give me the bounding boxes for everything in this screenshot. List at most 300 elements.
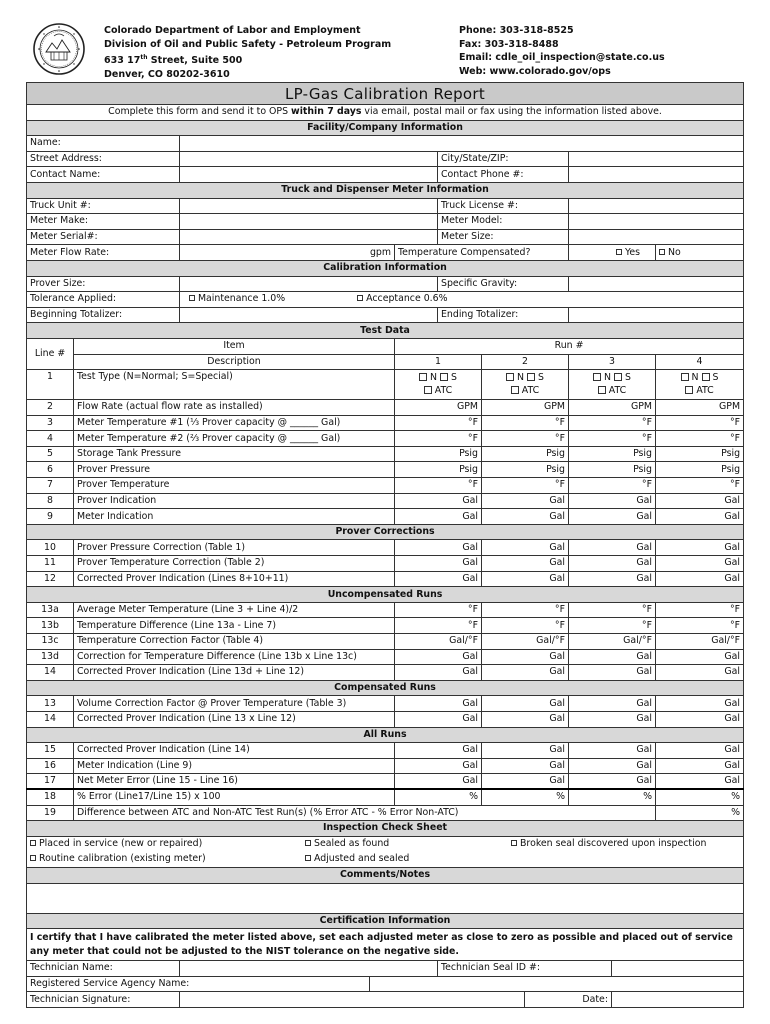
beginning-totalizer-label: Beginning Totalizer: (27, 307, 180, 323)
table-row (27, 665, 744, 681)
run-4-value-field[interactable] (656, 618, 744, 634)
unit-label: °F (554, 479, 565, 491)
run-2-value-field[interactable] (482, 493, 569, 509)
table-row (27, 758, 744, 774)
run-4-value-field[interactable] (656, 571, 744, 587)
inspection-section-header: Inspection Check Sheet (27, 821, 744, 837)
unit-label: Gal/°F (623, 635, 652, 647)
table-row (27, 478, 744, 494)
ending-totalizer-field[interactable] (569, 307, 744, 323)
run-1-value-field[interactable] (395, 602, 482, 618)
sealed-as-found-checkbox[interactable] (305, 840, 311, 846)
maintenance-option-label: Maintenance 1.0% (197, 293, 286, 305)
line-number: 6 (27, 462, 74, 478)
test-type-run-4[interactable]: N S ATC (656, 370, 744, 400)
row-description: Temperature Difference (Line 13a - Line 7) (74, 618, 395, 634)
unit-label: °F (729, 619, 741, 631)
specific-gravity-label: Specific Gravity: (438, 276, 569, 292)
run-1-value-field[interactable] (395, 400, 482, 416)
run-1-value-field[interactable] (395, 556, 482, 572)
run-2-value-field[interactable] (482, 774, 569, 790)
unit-label: Gal (549, 541, 565, 553)
run-2-value-field[interactable] (482, 602, 569, 618)
unit-label: °F (729, 479, 741, 491)
run-2-value-field[interactable] (482, 696, 569, 712)
truck-license-label: Truck License #: (438, 198, 569, 214)
row-description: Flow Rate (actual flow rate as installed) (74, 400, 395, 416)
unit-label: Gal (636, 775, 652, 787)
run-2-value-field[interactable] (482, 415, 569, 431)
meter-make-label: Meter Make: (27, 214, 180, 230)
normal-checkbox[interactable] (593, 373, 601, 381)
unit-label: Gal (462, 775, 478, 787)
contact-phone-field[interactable] (569, 167, 744, 183)
unit-label: °F (729, 432, 741, 444)
row-description: Net Meter Error (Line 15 - Line 16) (74, 774, 395, 790)
table-row (27, 774, 744, 790)
all-runs-header: All Runs (27, 727, 744, 743)
run-2-value-field[interactable] (482, 571, 569, 587)
run-1-value-field[interactable] (395, 509, 482, 525)
run-2-value-field[interactable] (482, 556, 569, 572)
unit-label: Gal (724, 697, 741, 709)
run-2-value-field[interactable] (482, 758, 569, 774)
all-run-rows (27, 743, 744, 805)
run-4-value-field[interactable] (656, 415, 744, 431)
line-number: 14 (27, 665, 74, 681)
run-3-value-field[interactable] (569, 540, 656, 556)
service-agency-label: Registered Service Agency Name: (27, 976, 370, 992)
run-3-value-field[interactable] (569, 758, 656, 774)
unit-label: °F (467, 604, 478, 616)
run-3-value-field[interactable] (569, 711, 656, 727)
date-field[interactable] (612, 992, 744, 1008)
unit-label: Gal/°F (449, 635, 478, 647)
run-1-header: 1 (395, 354, 482, 370)
row-description: Prover Pressure (74, 462, 395, 478)
line-number: 11 (27, 556, 74, 572)
beginning-totalizer-field[interactable] (180, 307, 438, 323)
unit-label: °F (554, 619, 565, 631)
table-row (27, 696, 744, 712)
atc-checkbox[interactable] (598, 386, 606, 394)
unit-label: °F (467, 619, 478, 631)
atc-checkbox[interactable] (685, 386, 693, 394)
row-19-field[interactable] (656, 805, 744, 821)
normal-checkbox[interactable] (681, 373, 689, 381)
contact-name-field[interactable] (180, 167, 438, 183)
run-3-value-field[interactable] (569, 618, 656, 634)
certification-statement: I certify that I have calibrated the meter listed above, set each adjusted meter as close to zero as possible and placed out of service any meter that could not be adjusted to the NIST tolerance on the negative side. (27, 929, 744, 961)
unit-label: % (731, 806, 741, 818)
run-1-value-field[interactable] (395, 431, 482, 447)
table-row (27, 805, 744, 821)
unit-label: % (469, 791, 478, 803)
street-address-field[interactable] (180, 151, 438, 167)
run-2-value-field[interactable] (482, 509, 569, 525)
run-3-value-field[interactable] (569, 493, 656, 509)
run-3-value-field[interactable] (569, 462, 656, 478)
unit-label: Gal (549, 744, 565, 756)
row-description: Meter Indication (74, 509, 395, 525)
facility-name-field[interactable] (180, 136, 744, 152)
unit-label: Gal (724, 650, 741, 662)
run-4-value-field[interactable] (656, 493, 744, 509)
truck-unit-label: Truck Unit #: (27, 198, 180, 214)
unit-label: Gal (549, 494, 565, 506)
fax-number: Fax: 303-318-8488 (459, 38, 559, 50)
temp-compensated-no-option[interactable]: No (656, 245, 744, 261)
run-3-value-field[interactable] (569, 571, 656, 587)
unit-label: °F (729, 416, 741, 428)
atc-checkbox[interactable] (424, 386, 432, 394)
unit-label: Gal (636, 650, 652, 662)
unit-label: Psig (721, 463, 741, 475)
row-description: Prover Pressure Correction (Table 1) (74, 540, 395, 556)
maintenance-checkbox[interactable] (189, 295, 195, 301)
placed-in-service-checkbox[interactable] (30, 840, 36, 846)
unit-label: Gal (636, 760, 652, 772)
form-header (26, 22, 743, 82)
run-1-value-field[interactable] (395, 415, 482, 431)
unit-label: Gal (724, 510, 741, 522)
run-1-value-field[interactable] (395, 696, 482, 712)
line-number: 1 (27, 370, 74, 400)
atc-checkbox[interactable] (511, 386, 519, 394)
run-1-value-field[interactable] (395, 665, 482, 681)
form-title: LP-Gas Calibration Report (27, 83, 744, 105)
run-1-value-field[interactable] (395, 571, 482, 587)
acceptance-checkbox[interactable] (357, 295, 363, 301)
run-3-value-field[interactable] (569, 602, 656, 618)
run-3-value-field[interactable] (569, 649, 656, 665)
unit-label: °F (641, 479, 652, 491)
meter-model-label: Meter Model: (438, 214, 569, 230)
contact-name-label: Contact Name: (27, 167, 180, 183)
city-state-zip-field[interactable] (569, 151, 744, 167)
table-row (27, 431, 744, 447)
run-4-value-field[interactable] (656, 462, 744, 478)
line-number: 17 (27, 774, 74, 790)
row-description: Storage Tank Pressure (74, 446, 395, 462)
run-3-value-field[interactable] (569, 743, 656, 759)
special-checkbox[interactable] (440, 373, 448, 381)
run-1-value-field[interactable] (395, 634, 482, 650)
row-description: Correction for Temperature Difference (Line 13b x Line 13c) (74, 649, 395, 665)
unit-label: °F (467, 479, 478, 491)
table-row (27, 743, 744, 759)
run-3-value-field[interactable] (569, 634, 656, 650)
line-number: 16 (27, 758, 74, 774)
run-3-value-field[interactable] (569, 446, 656, 462)
line-number: 3 (27, 415, 74, 431)
unit-label: Gal (636, 572, 652, 584)
run-4-value-field[interactable] (656, 431, 744, 447)
run-4-value-field[interactable] (656, 509, 744, 525)
certification-section-header: Certification Information (27, 913, 744, 929)
row-description: Corrected Prover Indication (Line 14) (74, 743, 395, 759)
prover-corrections-header: Prover Corrections (27, 524, 744, 540)
unit-label: Psig (721, 448, 741, 460)
row-description: Meter Indication (Line 9) (74, 758, 395, 774)
technician-seal-id-label: Technician Seal ID #: (438, 961, 612, 977)
run-number-header: Run # (395, 338, 744, 354)
run-3-value-field[interactable] (569, 556, 656, 572)
run-1-value-field[interactable] (395, 493, 482, 509)
line-number: 19 (27, 805, 74, 821)
unit-label: GPM (456, 401, 478, 413)
unit-label: Psig (633, 463, 652, 475)
unit-label: % (731, 791, 741, 803)
run-3-value-field[interactable] (569, 789, 656, 805)
run-4-value-field[interactable] (656, 478, 744, 494)
line-number: 18 (27, 789, 74, 805)
run-3-value-field[interactable] (569, 696, 656, 712)
table-row (27, 540, 744, 556)
unit-label: °F (554, 432, 565, 444)
run-4-value-field[interactable] (656, 540, 744, 556)
meter-flow-rate-field[interactable] (180, 245, 395, 261)
service-agency-field[interactable] (370, 976, 744, 992)
run-1-value-field[interactable] (395, 462, 482, 478)
special-checkbox[interactable] (614, 373, 622, 381)
table-row (27, 509, 744, 525)
run-3-value-field[interactable] (569, 478, 656, 494)
unit-label: Gal (724, 572, 741, 584)
run-1-value-field[interactable] (395, 649, 482, 665)
unit-label: Gal (724, 557, 741, 569)
temp-compensated-yes-option[interactable]: Yes (569, 245, 656, 261)
test-data-rows (27, 400, 744, 525)
table-row (27, 634, 744, 650)
unit-label: Gal (549, 775, 565, 787)
colorado-state-seal-icon (32, 22, 86, 76)
run-1-value-field[interactable] (395, 446, 482, 462)
test-type-run-1[interactable]: N S ATC (395, 370, 482, 400)
meter-model-field[interactable] (569, 214, 744, 230)
run-2-value-field[interactable] (482, 649, 569, 665)
table-row (27, 571, 744, 587)
run-2-value-field[interactable] (482, 446, 569, 462)
run-4-value-field[interactable] (656, 556, 744, 572)
compensated-run-rows (27, 696, 744, 727)
row-description: Average Meter Temperature (Line 3 + Line 4)/2 (74, 602, 395, 618)
street-address-label: Street Address: (27, 151, 180, 167)
run-4-value-field[interactable] (656, 789, 744, 805)
line-number: 7 (27, 478, 74, 494)
email-address: Email: cdle_oil_inspection@state.co.us (459, 52, 665, 63)
routine-calibration-checkbox[interactable] (30, 855, 36, 861)
unit-label: Gal (636, 666, 652, 678)
run-4-value-field[interactable] (656, 665, 744, 681)
run-4-value-field[interactable] (656, 400, 744, 416)
run-4-value-field[interactable] (656, 774, 744, 790)
line-number: 14 (27, 711, 74, 727)
run-2-value-field[interactable] (482, 540, 569, 556)
unit-label: Gal (462, 666, 478, 678)
unit-label: Gal (724, 666, 741, 678)
row-description: Prover Indication (74, 493, 395, 509)
line-number: 8 (27, 493, 74, 509)
prover-size-label: Prover Size: (27, 276, 180, 292)
run-3-value-field[interactable] (569, 774, 656, 790)
run-2-value-field[interactable] (482, 711, 569, 727)
unit-label: °F (729, 604, 741, 616)
run-2-value-field[interactable] (482, 462, 569, 478)
unit-label: Gal/°F (711, 635, 741, 647)
unit-label: GPM (543, 401, 565, 413)
run-2-value-field[interactable] (482, 789, 569, 805)
acceptance-option-label: Acceptance 0.6% (366, 293, 448, 305)
unit-label: °F (641, 604, 652, 616)
run-4-value-field[interactable] (656, 634, 744, 650)
table-row (27, 789, 744, 805)
prover-correction-rows (27, 540, 744, 587)
specific-gravity-field[interactable] (569, 276, 744, 292)
special-checkbox[interactable] (702, 373, 710, 381)
run-2-value-field[interactable] (482, 743, 569, 759)
unit-label: Gal (462, 744, 478, 756)
unit-label: Gal (549, 760, 565, 772)
website-url: Web: www.colorado.gov/ops (459, 65, 611, 77)
compensated-runs-header: Compensated Runs (27, 680, 744, 696)
unit-label: Gal (724, 775, 741, 787)
agency-contact (459, 24, 665, 78)
special-checkbox[interactable] (527, 373, 535, 381)
run-1-value-field[interactable] (395, 540, 482, 556)
run-1-value-field[interactable] (395, 758, 482, 774)
unit-label: % (556, 791, 565, 803)
truck-unit-field[interactable] (180, 198, 438, 214)
run-2-value-field[interactable] (482, 665, 569, 681)
line-number-header: Line # (27, 338, 74, 369)
run-1-value-field[interactable] (395, 743, 482, 759)
unit-label: °F (467, 416, 478, 428)
row-description: Test Type (N=Normal; S=Special) (74, 370, 395, 400)
meter-size-label: Meter Size: (438, 229, 569, 245)
line-number: 13c (27, 634, 74, 650)
table-row (27, 400, 744, 416)
run-1-value-field[interactable] (395, 711, 482, 727)
unit-label: Gal (636, 541, 652, 553)
run-3-value-field[interactable] (569, 400, 656, 416)
unit-label: Gal (462, 760, 478, 772)
normal-checkbox[interactable] (506, 373, 514, 381)
table-row (27, 462, 744, 478)
table-row (27, 493, 744, 509)
technician-name-field[interactable] (180, 961, 438, 977)
lp-gas-calibration-form (26, 22, 743, 1008)
prover-size-field[interactable] (180, 276, 438, 292)
truck-section-header: Truck and Dispenser Meter Information (27, 182, 744, 198)
run-3-value-field[interactable] (569, 415, 656, 431)
run-2-value-field[interactable] (482, 634, 569, 650)
run-1-value-field[interactable] (395, 618, 482, 634)
row-description: Prover Temperature (74, 478, 395, 494)
unit-label: Gal (724, 713, 741, 725)
date-label: Date: (525, 992, 612, 1008)
row-description: Prover Temperature Correction (Table 2) (74, 556, 395, 572)
run-4-header: 4 (656, 354, 744, 370)
run-2-value-field[interactable] (482, 400, 569, 416)
unit-label: °F (641, 416, 652, 428)
comments-field[interactable] (27, 883, 744, 913)
normal-checkbox[interactable] (419, 373, 427, 381)
uncompensated-run-rows (27, 602, 744, 680)
unit-label: Gal (549, 650, 565, 662)
unit-label: Gal (549, 557, 565, 569)
unit-label: Gal (636, 494, 652, 506)
line-number: 13d (27, 649, 74, 665)
run-2-value-field[interactable] (482, 431, 569, 447)
row-description: Meter Temperature #1 (⅓ Prover capacity @ ______ Gal) (74, 415, 395, 431)
technician-signature-label: Technician Signature: (27, 992, 180, 1008)
yes-checkbox[interactable] (616, 249, 622, 255)
run-3-value-field[interactable] (569, 431, 656, 447)
run-1-value-field[interactable] (395, 774, 482, 790)
run-3-value-field[interactable] (569, 665, 656, 681)
run-4-value-field[interactable] (656, 711, 744, 727)
truck-license-field[interactable] (569, 198, 744, 214)
run-4-value-field[interactable] (656, 446, 744, 462)
test-type-run-2[interactable]: N S ATC (482, 370, 569, 400)
run-1-value-field[interactable] (395, 478, 482, 494)
contact-phone-label: Contact Phone #: (438, 167, 569, 183)
meter-serial-field[interactable] (180, 229, 438, 245)
line-number: 15 (27, 743, 74, 759)
unit-label: Gal (549, 510, 565, 522)
form-instructions: Complete this form and send it to OPS within 7 days via email, postal mail or fax using the information listed above. (27, 105, 744, 121)
unit-label: Psig (546, 448, 565, 460)
run-4-value-field[interactable] (656, 696, 744, 712)
run-3-header: 3 (569, 354, 656, 370)
broken-seal-checkbox[interactable] (511, 840, 517, 846)
table-row (27, 649, 744, 665)
technician-signature-field[interactable] (180, 992, 525, 1008)
table-row (27, 602, 744, 618)
run-2-value-field[interactable] (482, 618, 569, 634)
city-address: Denver, CO 80202-3610 (104, 68, 230, 80)
row-description: Temperature Correction Factor (Table 4) (74, 634, 395, 650)
no-checkbox[interactable] (659, 249, 665, 255)
test-type-run-3[interactable]: N S ATC (569, 370, 656, 400)
table-row (27, 618, 744, 634)
unit-label: Gal/°F (536, 635, 565, 647)
run-4-value-field[interactable] (656, 602, 744, 618)
item-header: Item (74, 338, 395, 354)
run-3-value-field[interactable] (569, 509, 656, 525)
adjusted-and-sealed-checkbox[interactable] (305, 855, 311, 861)
run-2-value-field[interactable] (482, 478, 569, 494)
meter-make-field[interactable] (180, 214, 438, 230)
unit-label: °F (554, 604, 565, 616)
run-4-value-field[interactable] (656, 649, 744, 665)
run-4-value-field[interactable] (656, 758, 744, 774)
line-number: 13 (27, 696, 74, 712)
ending-totalizer-label: Ending Totalizer: (438, 307, 569, 323)
meter-size-field[interactable] (569, 229, 744, 245)
technician-seal-id-field[interactable] (612, 961, 744, 977)
unit-label: Gal (549, 713, 565, 725)
unit-label: Gal (462, 494, 478, 506)
form-table (26, 82, 744, 1008)
run-1-value-field[interactable] (395, 789, 482, 805)
line-number: 9 (27, 509, 74, 525)
run-4-value-field[interactable] (656, 743, 744, 759)
unit-label: Gal (724, 744, 741, 756)
unit-label: Gal (636, 510, 652, 522)
row-description: Corrected Prover Indication (Lines 8+10+11) (74, 571, 395, 587)
